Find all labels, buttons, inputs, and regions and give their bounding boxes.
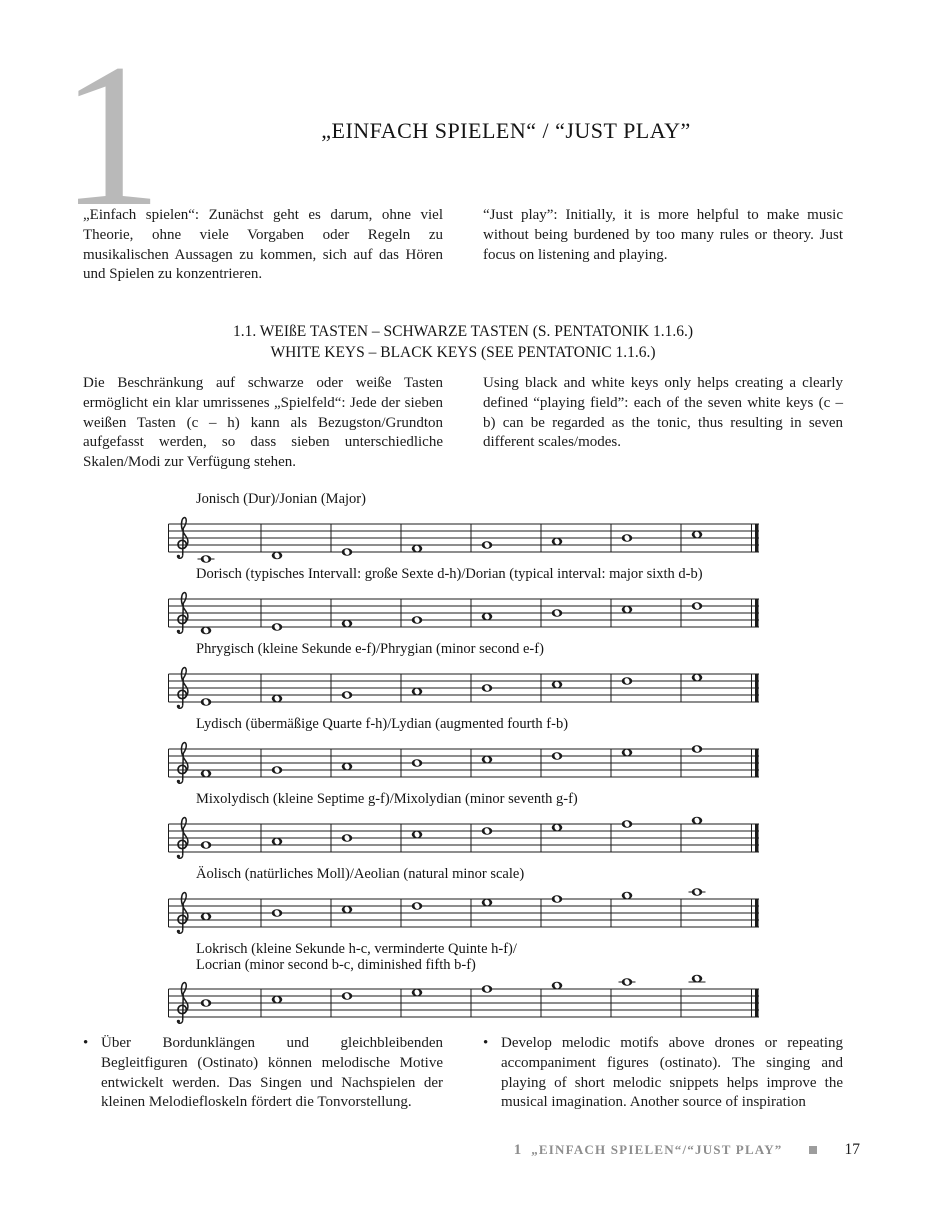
staff-system-jonisch [168, 492, 760, 567]
whole-note-c [552, 681, 563, 688]
staff-label-jonisch: Jonisch (Dur)/Jonian (Major) [196, 491, 366, 507]
whole-note-g [482, 541, 493, 548]
whole-note-g [622, 892, 633, 899]
whole-note-g [272, 766, 283, 773]
staff-system-lokrisch [168, 942, 760, 1037]
whole-note-a [552, 538, 563, 545]
final-barline-thick [755, 824, 759, 852]
final-barline-thick [755, 899, 759, 927]
whole-note-a [201, 913, 212, 920]
whole-note-e [622, 749, 633, 756]
staff-svg-phrygisch [168, 658, 760, 714]
staff-svg-lydisch [168, 733, 760, 789]
bullet-item-english [483, 1034, 843, 1113]
whole-note-a [692, 888, 703, 895]
footer-square-icon [809, 1146, 817, 1154]
section-heading-english: WHITE KEYS – BLACK KEYS (SEE PENTATONIC 1.1.6.) [270, 344, 656, 361]
whole-note-c [342, 906, 353, 913]
whole-note-e [692, 674, 703, 681]
whole-note-d [342, 992, 353, 999]
whole-note-h [482, 684, 493, 691]
whole-note-a [622, 978, 633, 985]
staff-svg-dorisch [168, 583, 760, 639]
whole-note-e [552, 824, 563, 831]
music-notation-section [168, 492, 760, 1037]
footer-running-title: „EINFACH SPIELEN“/“JUST PLAY” [531, 1142, 783, 1157]
final-barline-thick [755, 749, 759, 777]
final-barline-thick [755, 674, 759, 702]
whole-note-d [201, 627, 212, 634]
whole-note-d [412, 902, 423, 909]
whole-note-f [552, 895, 563, 902]
intro-section [83, 206, 843, 285]
whole-note-h [552, 609, 563, 616]
whole-note-g [342, 691, 353, 698]
body-paragraph-german: Die Beschränkung auf schwarze oder weiße Tasten ermöglicht ein klar umrissenes „Spielfeld“: Jede der sieben weißen Tasten (c – h) kann als Bezugston/Grundton aufgefasst werden, so dass sieben unterschiedliche Skalen/Modi zur Verfügung stehen. [83, 375, 443, 471]
bullet-item-german [83, 1034, 443, 1113]
whole-note-a [412, 688, 423, 695]
page-title: „EINFACH SPIELEN“ / “JUST PLAY” [321, 118, 691, 143]
whole-note-a [482, 613, 493, 620]
bullet-text-german: Über Bordunklängen und gleichbleibenden Begleitfiguren (Ostinato) können melodische Motive entwickelt werden. Das Singen und Nachspielen der kleinen Melodiefloskeln fördert die Tonvorstellung. [101, 1035, 443, 1111]
whole-note-g [201, 841, 212, 848]
whole-note-h [412, 759, 423, 766]
whole-note-f [482, 985, 493, 992]
intro-paragraph-german: „Einfach spielen“: Zunächst geht es darum, ohne viel Theorie, ohne viele Vorgaben oder Regeln zu musikalischen Aussagen zu kommen, sich auf das Hören und Spielen zu konzentrieren. [83, 207, 443, 283]
whole-note-g [552, 982, 563, 989]
bullet-section [83, 1034, 843, 1113]
staff-system-lydisch [168, 717, 760, 792]
page-footer [514, 1141, 860, 1159]
whole-note-d [622, 677, 633, 684]
whole-note-g [692, 817, 703, 824]
whole-note-d [482, 827, 493, 834]
whole-note-h [622, 534, 633, 541]
whole-note-c [692, 531, 703, 538]
final-barline-thick [755, 989, 759, 1017]
whole-note-c [622, 606, 633, 613]
whole-note-c [201, 555, 212, 562]
whole-note-c [412, 831, 423, 838]
chapter-number: 1 [60, 22, 163, 249]
whole-note-c [482, 756, 493, 763]
final-barline-thick [755, 524, 759, 552]
staff-svg-lokrisch [168, 973, 760, 1029]
whole-note-f [342, 620, 353, 627]
whole-note-f [692, 745, 703, 752]
whole-note-d [692, 602, 703, 609]
staff-system-phrygisch [168, 642, 760, 717]
staff-label-mixolydisch: Mixolydisch (kleine Septime g-f)/Mixolydian (minor seventh g-f) [196, 791, 578, 807]
whole-note-a [342, 763, 353, 770]
staff-svg-mixolydisch [168, 808, 760, 864]
whole-note-d [552, 752, 563, 759]
whole-note-f [622, 820, 633, 827]
staff-svg-jonisch [168, 508, 760, 564]
whole-note-f [201, 770, 212, 777]
whole-note-h [692, 975, 703, 982]
whole-note-f [412, 545, 423, 552]
whole-note-e [201, 698, 212, 705]
bullet-icon: • [483, 1035, 489, 1051]
staff-label-dorisch: Dorisch (typisches Intervall: große Sexte d-h)/Dorian (typical interval: major sixth d-b) [196, 566, 703, 582]
whole-note-c [272, 996, 283, 1003]
staff-svg-aeolisch [168, 883, 760, 939]
staff-label-lydisch: Lydisch (übermäßige Quarte f-h)/Lydian (augmented fourth f-b) [196, 716, 569, 732]
whole-note-e [342, 548, 353, 555]
whole-note-g [412, 616, 423, 623]
body-paragraph-english: Using black and white keys only helps creating a clearly defined “playing field”: each of the seven white keys (c – b) can be regarded as the tonic, thus resulting in seven different scales/modes. [483, 375, 843, 451]
staff-label-aeolisch: Äolisch (natürliches Moll)/Aeolian (natural minor scale) [196, 866, 525, 882]
staff-label-phrygisch: Phrygisch (kleine Sekunde e-f)/Phrygian (minor second e-f) [196, 641, 544, 657]
whole-note-e [482, 899, 493, 906]
staff-system-mixolydisch [168, 792, 760, 867]
whole-note-a [272, 838, 283, 845]
whole-note-h [342, 834, 353, 841]
section-heading-german: 1.1. WEIßE TASTEN – SCHWARZE TASTEN (S. PENTATONIK 1.1.6.) [232, 323, 694, 340]
intro-paragraph-english: “Just play”: Initially, it is more helpful to make music without being burdened by too many rules or theory. Just focus on listening and playing. [483, 207, 843, 263]
bullet-text-english: Develop melodic motifs above drones or repeating accompaniment figures (ostinato). The singing and playing of short melodic snippets helps improve the musical imagination. Another source of inspiration [501, 1035, 843, 1111]
whole-note-f [272, 695, 283, 702]
staff-system-aeolisch [168, 867, 760, 942]
final-barline-thick [755, 599, 759, 627]
staff-system-dorisch [168, 567, 760, 642]
section-heading [83, 321, 843, 363]
whole-note-h [201, 999, 212, 1006]
bullet-icon: • [83, 1035, 89, 1051]
footer-chapter-number: 1 [513, 1142, 522, 1158]
whole-note-h [272, 909, 283, 916]
page-number: 17 [844, 1141, 860, 1158]
whole-note-e [272, 623, 283, 630]
whole-note-e [412, 989, 423, 996]
staff-label-lokrisch: Lokrisch (kleine Sekunde h-c, verminderte Quinte h-f)/ Locrian (minor second b-c, diminished fifth b-f) [196, 941, 517, 973]
body-section [83, 374, 843, 473]
whole-note-d [272, 552, 283, 559]
